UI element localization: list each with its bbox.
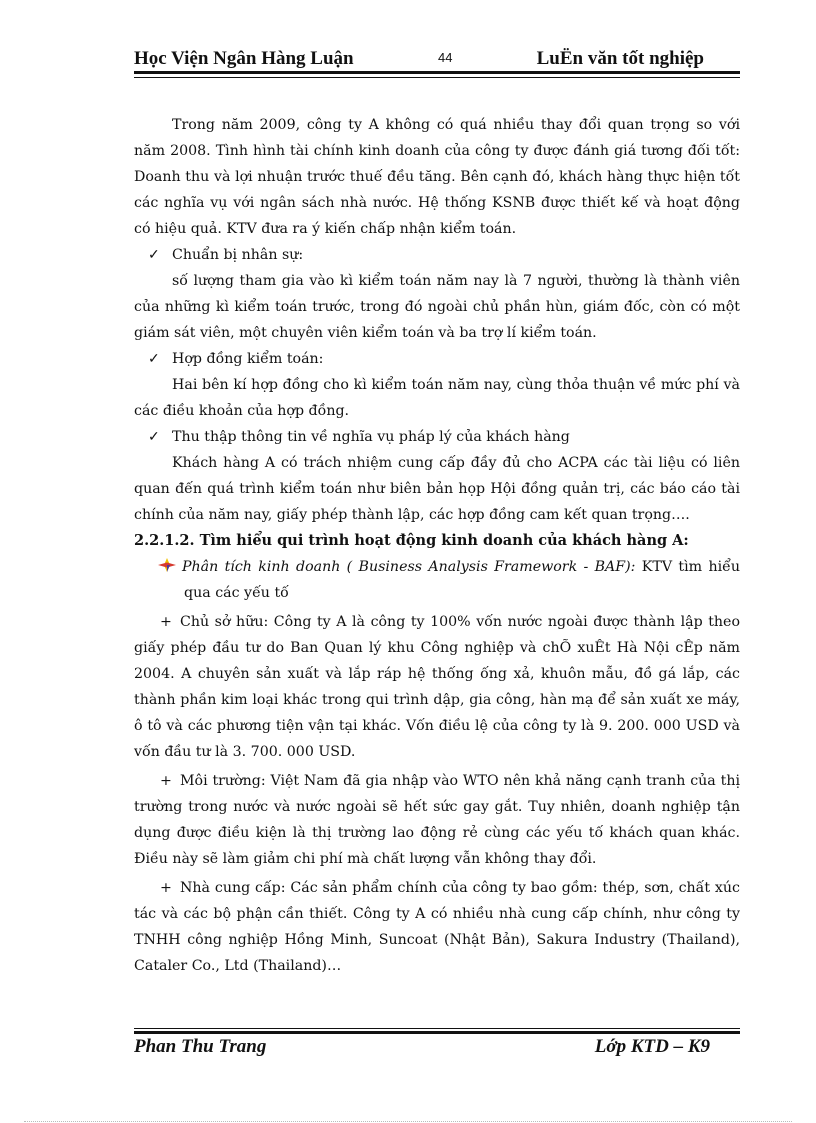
baf-description: KTV tìm hiểu qua các yếu tố [184, 559, 740, 601]
header-rule-thin [134, 77, 740, 78]
baf-title: Phân tích kinh doanh ( Business Analysis Framework - BAF): [182, 559, 636, 575]
document-body [134, 112, 740, 979]
plus-item [134, 875, 740, 979]
page-edge-divider [24, 1121, 792, 1122]
paragraph: Hai bên kí hợp đồng cho kì kiểm toán năm nay, cùng thỏa thuận về mức phí và các điều khoản của hợp đồng. [134, 377, 740, 419]
page-footer [134, 1036, 740, 1060]
plus-item-text: Chủ sở hữu: Công ty A là công ty 100% vốn nước ngoài được thành lập theo giấy phép đầu tư do Ban Quan lý khu Công nghiệp và chÕ xuÊt Hà Nội cÊp năm 2004. A chuyên sản xuất và lắp ráp hệ thống ống xả, khuôn mẫu, đồ gá lắp, các thành phần kim loại khác trong qui trình dập, gia công, hàn mạ để sản xuất xe máy, ô tô và các phương tiện vận tại khác. Vốn điều lệ của công ty là 9. 200. 000 USD và vốn đầu tư là 3. 700. 000 USD. [134, 614, 740, 760]
plus-icon: + [160, 880, 172, 896]
page-header [134, 48, 740, 70]
paragraph: Trong năm 2009, công ty A không có quá nhiều thay đổi quan trọng so với năm 2008. Tình hình tài chính kinh doanh của công ty được đánh giá tương đối tốt: Doanh thu và lợi nhuận trước thuế đều tăng. Bên cạnh đó, khách hàng thực hiện tốt các nghĩa vụ với ngân sách nhà nước. Hệ thống KSNB được thiết kế và hoạt động có hiệu quả. KTV đưa ra ý kiến chấp nhận kiểm toán. [134, 117, 740, 237]
author-name: Phan Thu Trang [134, 1036, 267, 1057]
check-icon: ✓ [148, 351, 160, 367]
paragraph: Khách hàng A có trách nhiệm cung cấp đầy đủ cho ACPA các tài liệu có liên quan đến quá trình kiểm toán như biên bản họp Hội đồng quản trị, các báo cáo tài chính của năm nay, giấy phép thành lập, các hợp đồng cam kết quan trọng…. [134, 455, 740, 523]
class-label: Lớp KTD – K9 [594, 1036, 710, 1057]
checklist-item [134, 346, 740, 372]
header-rule-thick [134, 71, 740, 74]
check-icon: ✓ [148, 429, 160, 445]
diamond-bullet-icon [158, 555, 176, 569]
check-icon: ✓ [148, 247, 160, 263]
plus-item [134, 609, 740, 765]
plus-icon: + [160, 773, 172, 789]
checklist-label: Chuẩn bị nhân sự: [172, 247, 304, 263]
page-number: 44 [438, 50, 453, 65]
footer-rule-thin [134, 1028, 740, 1029]
footer-rule-thick [134, 1031, 740, 1034]
plus-item-text: Nhà cung cấp: Các sản phẩm chính của công ty bao gồm: thép, sơn, chất xúc tác và các bộ phận cần thiết. Công ty A có nhiều nhà cung cấp chính, như công ty TNHH công nghiệp Hồng Minh, Suncoat (Nhật Bản), Sakura Industry (Thailand), Cataler Co., Ltd (Thailand)… [134, 880, 740, 974]
plus-item [134, 768, 740, 872]
paragraph: số lượng tham gia vào kì kiểm toán năm nay là 7 người, thường là thành viên của những kì kiểm toán trước, trong đó ngoài chủ phần hùn, giám đốc, còn có một giám sát viên, một chuyên viên kiểm toán và ba trợ lí kiểm toán. [134, 273, 740, 341]
header-title-left: Học Viện Ngân Hàng Luận [134, 48, 354, 69]
plus-icon: + [160, 614, 172, 630]
checklist-label: Thu thập thông tin về nghĩa vụ pháp lý của khách hàng [172, 429, 570, 445]
baf-bullet-item [134, 554, 740, 606]
checklist-item [134, 242, 740, 268]
section-heading: 2.2.1.2. Tìm hiểu qui trình hoạt động kinh doanh của khách hàng A: [134, 532, 689, 549]
checklist-item [134, 424, 740, 450]
header-title-right: LuËn văn tốt nghiệp [536, 48, 704, 69]
checklist-label: Hợp đồng kiểm toán: [172, 351, 324, 367]
plus-item-text: Môi trường: Việt Nam đã gia nhập vào WTO nên khả năng cạnh tranh của thị trường trong nước và nước ngoài sẽ hết sức gay gắt. Tuy nhiên, doanh nghiệp tận dụng được điều kiện là thị trường lao động rẻ cùng các yếu tố khách quan khác. Điều này sẽ làm giảm chi phí mà chất lượng vẫn không thay đổi. [134, 773, 740, 867]
